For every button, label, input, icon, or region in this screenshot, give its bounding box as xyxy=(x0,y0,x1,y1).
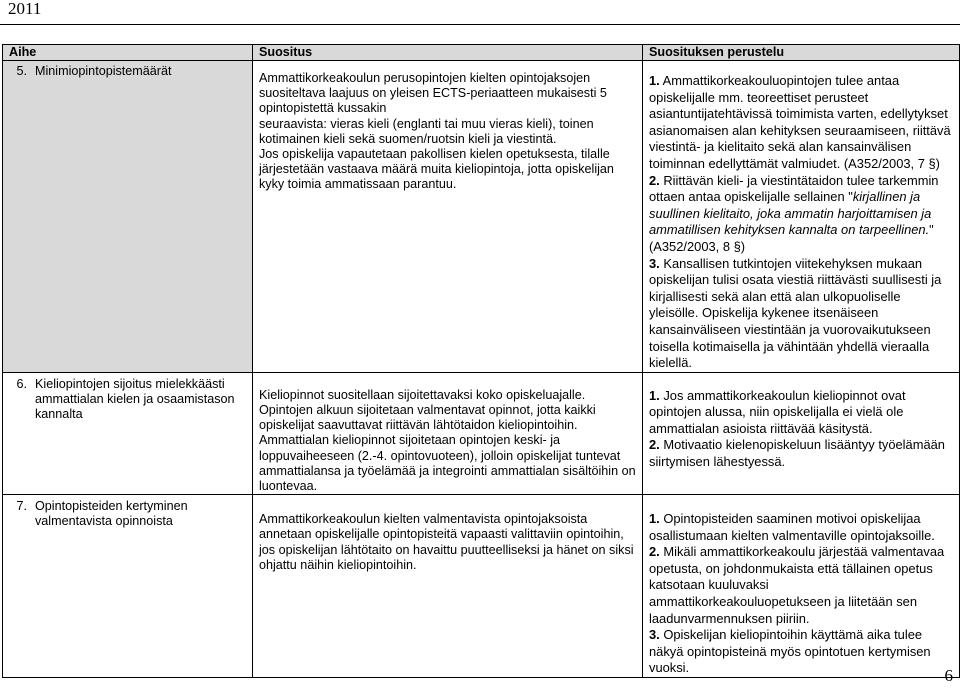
rationale-cell xyxy=(643,372,960,494)
topic-title: Kieliopintojen sijoitus mielekkäästi ammattialan kielen ja osaamistason kannalta xyxy=(35,376,235,422)
rationale-point xyxy=(649,627,953,677)
rationale-number: 1. xyxy=(649,511,660,527)
topic-number: 7. xyxy=(16,499,27,514)
recommendation-paragraph: Ammattikorkeakoulun kielten valmentavista opintojaksoista annetaan opiskelijalle opintopisteitä vapaasti valittaviin opintoihin, jos opiskelijan lähtötaito on havaittu puutteelliseksi ja hänet on siksi ohjattu näihin kieliopintoihin. xyxy=(259,512,634,572)
topic-cell xyxy=(3,61,253,373)
rationale-point xyxy=(649,437,953,470)
rationale-point xyxy=(649,73,953,173)
recommendation-paragraph: Opintojen alkuun sijoitetaan valmentavat opinnot, jotta kaikki opiskelijat saavuttavat riittävän lähtötaidon kieliopintoihin. xyxy=(259,402,596,433)
recommendation-cell xyxy=(253,372,643,494)
recommendation-table xyxy=(2,44,960,678)
page-number: 6 xyxy=(944,666,953,685)
recommendation-paragraph: Jos opiskelija vapautetaan pakollisen kielen opetuksesta, tilalle järjestetään vastaava määrä muita kieliopintoja, jotta opiskelijan kyky toimia ammatissaan parantuu. xyxy=(259,147,614,192)
recommendation-paragraph: Ammattikorkeakoulun perusopintojen kielten opintojaksojen suositeltava laajuus on yleisen ECTS-periaatteen mukaisesti 5 opintopistettä kussakin xyxy=(259,71,607,116)
rationale-point xyxy=(649,544,953,627)
rationale-text: Mikäli ammattikorkeakoulu järjestää valmentavaa opetusta, on johdonmukaista että tällainen opetus katsotaan kuuluvaksi ammattikorkeakouluopetukseen ja liitetään sen laadunvarmennuksen piiriin. xyxy=(649,544,945,626)
rationale-text: " (A352/2003, 8 §) xyxy=(649,222,934,254)
rationale-text: Motivaatio kielenopiskeluun lisääntyy työelämään siirtymisen lähestyessä. xyxy=(649,437,945,470)
recommendation-cell xyxy=(253,61,643,373)
column-header-perustelu: Suosituksen perustelu xyxy=(643,45,960,61)
rationale-number: 2. xyxy=(649,437,660,453)
recommendation-paragraph: Ammattialan kieliopinnot sijoitetaan opintojen keski- ja loppuvaiheeseen (2.-4. opintovuoteen), jolloin opiskelijat tuntevat ammattialansa ja työelämää ja integrointi ammattialan sisältöihin on luontevaa. xyxy=(259,433,636,493)
table-header-row xyxy=(3,45,960,61)
topic-cell xyxy=(3,495,253,678)
rationale-text: Jos ammattikorkeakoulun kieliopinnot ovat opintojen alussa, niin opiskelijalla ei vielä ole ammattialan asioista riittävää käsitystä. xyxy=(649,387,906,436)
header-year: 2011 xyxy=(8,0,42,18)
rationale-point xyxy=(649,256,953,372)
rationale-point xyxy=(649,388,953,438)
rationale-text: Opiskelijan kieliopintoihin käyttämä aika tulee näkyä opintopisteinä myös opintotuen kertymisen vuoksi. xyxy=(649,627,931,676)
rationale-point xyxy=(649,173,953,256)
topic-title: Opintopisteiden kertyminen valmentavista opinnoista xyxy=(35,499,188,529)
rationale-cell xyxy=(643,495,960,678)
column-header-suositus: Suositus xyxy=(253,45,643,61)
header-divider xyxy=(0,24,960,25)
topic-title: Minimiopintopistemäärät xyxy=(35,64,172,78)
recommendation-paragraph: seuraavista: vieras kieli (englanti tai muu vieras kieli), toinen kotimainen kieli sekä suomen/ruotsin kieli ja viestintä. xyxy=(259,116,594,146)
rationale-number: 1. xyxy=(649,73,660,88)
rationale-number: 2. xyxy=(649,172,660,188)
rationale-text: Ammattikorkeakouluopintojen tulee antaa opiskelijalle mm. teoreettiset perusteet asiantuntijatehtävissä toimimista varten, edellytykset asianomaisen alan kehityksen seuraamiseen, riittävä viestintä- ja kielitaito sekä alan kansainvälisen toiminnan edellyttämät valmiudet. (A352/2003, 7 §) xyxy=(649,73,951,171)
column-header-aihe: Aihe xyxy=(3,45,253,61)
rationale-text: Opintopisteiden saaminen motivoi opiskelijaa osallistumaan kielten valmentaville opintojaksoille. xyxy=(649,511,935,543)
rationale-cell xyxy=(643,61,960,373)
table-row xyxy=(3,61,960,373)
table-row xyxy=(3,495,960,678)
rationale-point xyxy=(649,511,953,544)
rationale-text: Kansallisen tutkintojen viitekehyksen mukaan opiskelijan tulisi osata viestiä riittävästi suullisesti ja kirjallisesti sekä alan että alan ulkopuoliselle yleisölle. Opiskelija kykenee itsenäiseen kansainväliseen viestintään ja vuorovaikutukseen toisella kotimaisella ja vähintään yhdellä vieraalla kielellä. xyxy=(649,255,942,371)
table-row xyxy=(3,372,960,494)
rationale-number: 2. xyxy=(649,544,660,560)
rationale-text: Riittävän kieli- ja viestintätaidon tulee tarkemmin ottaen antaa opiskelijalle sellainen " xyxy=(649,172,939,205)
rationale-number: 1. xyxy=(649,387,660,403)
rationale-number: 3. xyxy=(649,627,660,643)
recommendation-paragraph: Kieliopinnot suositellaan sijoitettavaksi koko opiskeluajalle. xyxy=(259,387,586,402)
rationale-quote: kirjallinen ja suullinen kielitaito, joka ammatin harjoittamisen ja ammatillisen kehityksen kannalta on tarpeellinen. xyxy=(649,189,932,238)
topic-number: 5. xyxy=(16,64,27,78)
recommendation-cell xyxy=(253,495,643,678)
topic-number: 6. xyxy=(16,376,27,391)
topic-cell xyxy=(3,372,253,494)
rationale-number: 3. xyxy=(649,255,660,271)
